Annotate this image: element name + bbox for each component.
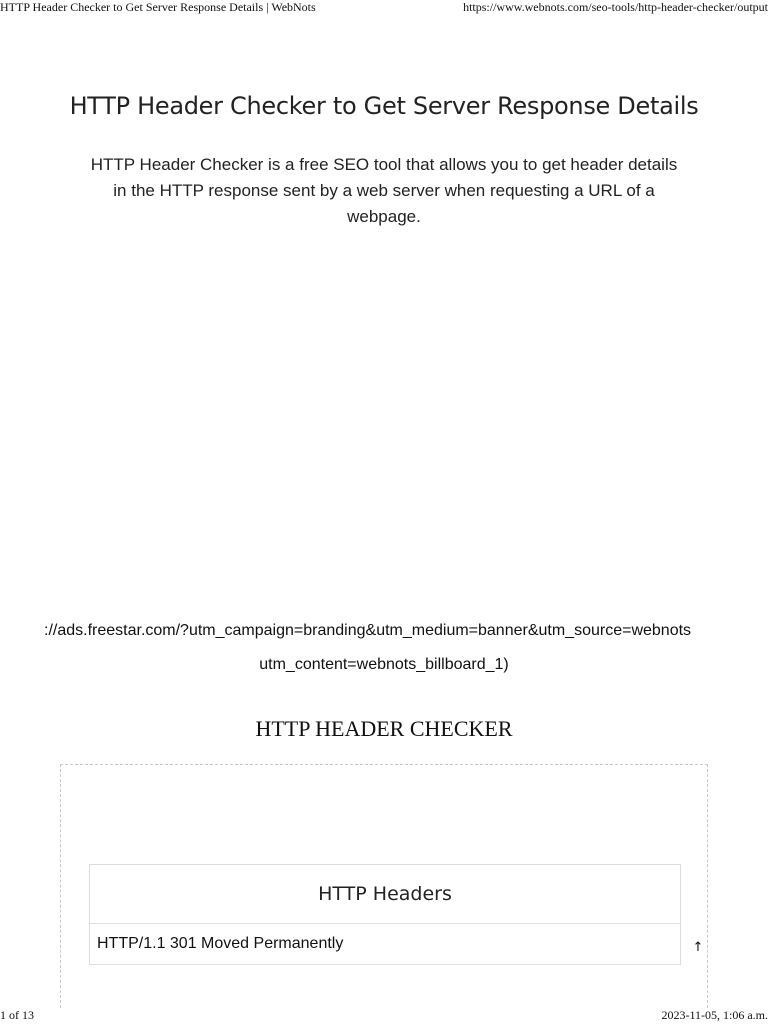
table-header: HTTP Headers	[90, 865, 680, 924]
print-footer	[0, 1008, 768, 1024]
tool-heading: HTTP HEADER CHECKER	[255, 716, 513, 741]
table-row: HTTP/1.1 301 Moved Permanently	[97, 935, 344, 952]
page-title: HTTP Header Checker to Get Server Response Details	[69, 92, 699, 120]
page-number: 1 of 13	[0, 1008, 34, 1022]
print-header	[0, 0, 768, 16]
ad-link-text[interactable]: ://ads.freestar.com/?utm_campaign=branding&utm_medium=banner&utm_source=webnots	[44, 622, 692, 639]
scroll-to-top-icon[interactable]: ↑	[692, 940, 704, 955]
print-timestamp: 2023-11-05, 1:06 a.m.	[661, 1008, 768, 1022]
print-page-title: HTTP Header Checker to Get Server Response Details | WebNots	[0, 0, 316, 14]
print-page-url: https://www.webnots.com/seo-tools/http-header-checker/output	[463, 0, 768, 14]
headers-table	[89, 864, 681, 965]
ad-link-text-continued[interactable]: utm_content=webnots_billboard_1)	[259, 656, 509, 673]
intro-paragraph: HTTP Header Checker is a free SEO tool that allows you to get header details in the HTTP response sent by a web server when requesting a URL of a webpage.	[90, 155, 678, 226]
